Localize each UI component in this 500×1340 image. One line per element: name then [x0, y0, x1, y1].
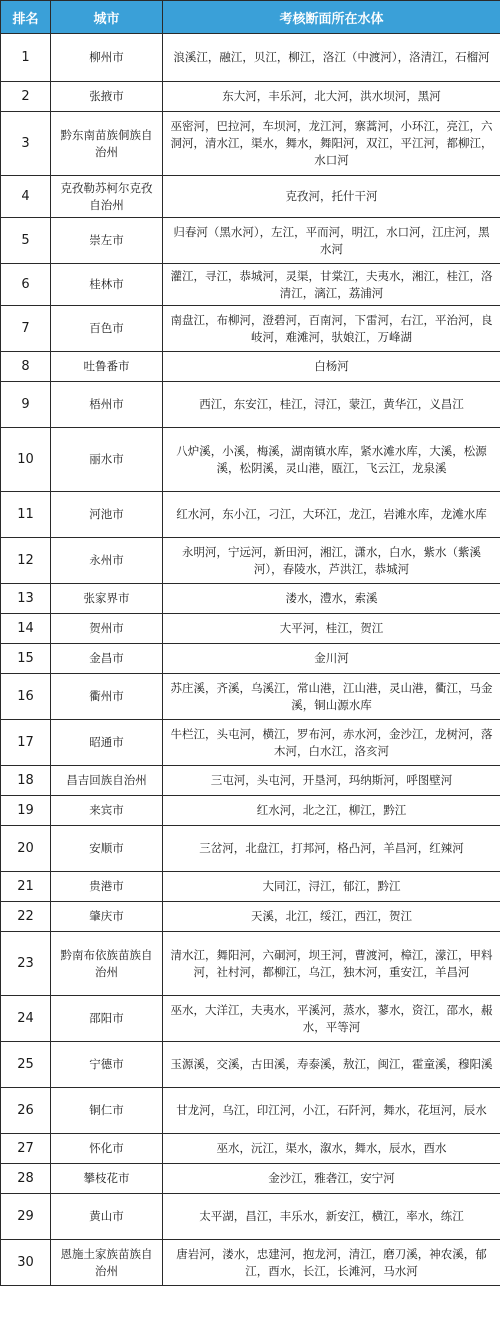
- table-row: [1, 796, 500, 826]
- table-row: [1, 720, 500, 766]
- table-row: [1, 902, 500, 932]
- table-row: [1, 1088, 500, 1134]
- rank-cell: 28: [1, 1164, 51, 1194]
- table-row: [1, 1194, 500, 1240]
- table-row: [1, 428, 500, 492]
- water-bodies-cell: 甘龙河，乌江，印江河，小江，石阡河，舞水，花垣河，辰水: [163, 1088, 500, 1134]
- table-row: [1, 872, 500, 902]
- city-cell: 昭通市: [51, 720, 163, 766]
- city-cell: 贵港市: [51, 872, 163, 902]
- rank-cell: 13: [1, 584, 51, 614]
- table-row: [1, 264, 500, 306]
- water-bodies-cell: 大平河，桂江，贺江: [163, 614, 500, 644]
- city-cell: 铜仁市: [51, 1088, 163, 1134]
- rank-cell: 22: [1, 902, 51, 932]
- table-row: [1, 306, 500, 352]
- water-bodies-cell: 巫水，大洋江，夫夷水，平溪河，蒸水，蓼水，资江，邵水，赧水，平等河: [163, 996, 500, 1042]
- city-cell: 梧州市: [51, 382, 163, 428]
- city-cell: 崇左市: [51, 218, 163, 264]
- water-bodies-cell: 大同江，浔江，郁江，黔江: [163, 872, 500, 902]
- rank-cell: 17: [1, 720, 51, 766]
- table-row: [1, 1134, 500, 1164]
- table-row: [1, 1240, 500, 1286]
- table-row: [1, 352, 500, 382]
- water-bodies-cell: 归春河（黑水河），左江，平而河，明江，水口河，江庄河，黑水河: [163, 218, 500, 264]
- city-cell: 衢州市: [51, 674, 163, 720]
- table-row: [1, 382, 500, 428]
- rank-cell: 14: [1, 614, 51, 644]
- city-cell: 克孜勒苏柯尔克孜自治州: [51, 176, 163, 218]
- table-row: [1, 112, 500, 176]
- water-bodies-cell: 三屯河，头屯河，开垦河，玛纳斯河，呼图壁河: [163, 766, 500, 796]
- city-cell: 邵阳市: [51, 996, 163, 1042]
- rank-cell: 25: [1, 1042, 51, 1088]
- city-cell: 贺州市: [51, 614, 163, 644]
- water-bodies-cell: 红水河，东小江，刁江，大环江，龙江，岩滩水库，龙滩水库: [163, 492, 500, 538]
- city-cell: 宁德市: [51, 1042, 163, 1088]
- rank-cell: 19: [1, 796, 51, 826]
- city-cell: 永州市: [51, 538, 163, 584]
- table-row: [1, 996, 500, 1042]
- city-cell: 百色市: [51, 306, 163, 352]
- rank-cell: 11: [1, 492, 51, 538]
- city-cell: 攀枝花市: [51, 1164, 163, 1194]
- water-bodies-cell: 巫密河，巴拉河，车坝河，龙江河，寨蒿河，小环江，亮江，六洞河，清水江，渠水，舞水，舞阳河，双江，平江河，都柳江，水口河: [163, 112, 500, 176]
- city-cell: 怀化市: [51, 1134, 163, 1164]
- header-rank: 排名: [1, 1, 51, 34]
- rank-cell: 7: [1, 306, 51, 352]
- header-water: 考核断面所在水体: [163, 1, 500, 34]
- city-cell: 肇庆市: [51, 902, 163, 932]
- table-row: [1, 1042, 500, 1088]
- water-bodies-cell: 东大河，丰乐河，北大河，洪水坝河，黑河: [163, 82, 500, 112]
- city-cell: 黄山市: [51, 1194, 163, 1240]
- rank-cell: 8: [1, 352, 51, 382]
- rank-cell: 6: [1, 264, 51, 306]
- rank-cell: 23: [1, 932, 51, 996]
- water-bodies-cell: 永明河，宁远河，新田河，湘江，潇水，白水，紫水（紫溪河），春陵水，芦洪江，恭城河: [163, 538, 500, 584]
- rank-cell: 3: [1, 112, 51, 176]
- table-row: [1, 176, 500, 218]
- city-cell: 吐鲁番市: [51, 352, 163, 382]
- water-bodies-cell: 天溪，北江，绥江，西江，贺江: [163, 902, 500, 932]
- rank-cell: 18: [1, 766, 51, 796]
- water-bodies-cell: 溇水，澧水，索溪: [163, 584, 500, 614]
- rank-cell: 29: [1, 1194, 51, 1240]
- water-bodies-cell: 玉源溪，交溪，古田溪，寿泰溪，敖江，闽江，霍童溪，穆阳溪: [163, 1042, 500, 1088]
- city-cell: 来宾市: [51, 796, 163, 826]
- table-row: [1, 766, 500, 796]
- rank-cell: 9: [1, 382, 51, 428]
- rank-cell: 4: [1, 176, 51, 218]
- rank-cell: 1: [1, 34, 51, 82]
- table-header-row: [1, 1, 500, 34]
- water-bodies-cell: 三岔河，北盘江，打邦河，格凸河，羊昌河，红辣河: [163, 826, 500, 872]
- water-bodies-cell: 红水河，北之江，柳江，黔江: [163, 796, 500, 826]
- table-row: [1, 218, 500, 264]
- city-cell: 昌吉回族自治州: [51, 766, 163, 796]
- table-row: [1, 34, 500, 82]
- table-row: [1, 1164, 500, 1194]
- city-cell: 恩施土家族苗族自治州: [51, 1240, 163, 1286]
- city-cell: 张掖市: [51, 82, 163, 112]
- water-bodies-cell: 八炉溪，小溪，梅溪，湖南镇水库，紧水滩水库，大溪，松源溪，松阴溪，灵山港，瓯江，飞云江，龙泉溪: [163, 428, 500, 492]
- water-bodies-cell: 南盘江，布柳河，澄碧河，百南河，下雷河，右江，平治河，良岐河，难滩河，驮娘江，万峰湖: [163, 306, 500, 352]
- water-bodies-cell: 唐岩河，溇水，忠建河，抱龙河，清江，磨刀溪，神农溪，郁江，酉水，长江，长滩河，马水河: [163, 1240, 500, 1286]
- rank-cell: 15: [1, 644, 51, 674]
- rank-cell: 30: [1, 1240, 51, 1286]
- water-bodies-cell: 苏庄溪，齐溪，乌溪江，常山港，江山港，灵山港，衢江，马金溪，铜山源水库: [163, 674, 500, 720]
- city-cell: 柳州市: [51, 34, 163, 82]
- table-row: [1, 644, 500, 674]
- water-bodies-cell: 灌江，寻江，恭城河，灵渠，甘棠江，夫夷水，湘江，桂江，洛清江，漓江，荔浦河: [163, 264, 500, 306]
- city-cell: 金昌市: [51, 644, 163, 674]
- table-row: [1, 82, 500, 112]
- table-row: [1, 932, 500, 996]
- rank-cell: 27: [1, 1134, 51, 1164]
- water-bodies-cell: 牛栏江，头屯河，横江，罗布河，赤水河，金沙江，龙树河，落木河，白水江，洛亥河: [163, 720, 500, 766]
- rank-cell: 10: [1, 428, 51, 492]
- rank-cell: 5: [1, 218, 51, 264]
- water-bodies-cell: 金川河: [163, 644, 500, 674]
- water-bodies-cell: 清水江，舞阳河，六硐河，坝王河，曹渡河，樟江，濛江，甲料河，社村河，都柳江，乌江，独木河，重安江，羊昌河: [163, 932, 500, 996]
- city-cell: 黔南布依族苗族自治州: [51, 932, 163, 996]
- water-bodies-cell: 浪溪江，融江，贝江，柳江，洛江（中渡河），洛清江，石榴河: [163, 34, 500, 82]
- table-row: [1, 826, 500, 872]
- city-cell: 丽水市: [51, 428, 163, 492]
- city-cell: 桂林市: [51, 264, 163, 306]
- city-cell: 河池市: [51, 492, 163, 538]
- city-cell: 安顺市: [51, 826, 163, 872]
- city-cell: 黔东南苗族侗族自治州: [51, 112, 163, 176]
- water-bodies-cell: 西江，东安江，桂江，浔江，蒙江，黄华江，义昌江: [163, 382, 500, 428]
- table-row: [1, 674, 500, 720]
- table-row: [1, 538, 500, 584]
- water-bodies-cell: 巫水，沅江，渠水，溆水，舞水，辰水，酉水: [163, 1134, 500, 1164]
- rank-cell: 26: [1, 1088, 51, 1134]
- water-bodies-cell: 金沙江，雅砻江，安宁河: [163, 1164, 500, 1194]
- table-row: [1, 584, 500, 614]
- header-city: 城市: [51, 1, 163, 34]
- rank-cell: 21: [1, 872, 51, 902]
- water-bodies-cell: 克孜河，托什干河: [163, 176, 500, 218]
- table-row: [1, 492, 500, 538]
- table-row: [1, 614, 500, 644]
- water-bodies-cell: 太平湖，昌江，丰乐水，新安江，横江，率水，练江: [163, 1194, 500, 1240]
- rank-cell: 24: [1, 996, 51, 1042]
- rank-cell: 16: [1, 674, 51, 720]
- rank-cell: 20: [1, 826, 51, 872]
- water-bodies-cell: 白杨河: [163, 352, 500, 382]
- rank-cell: 12: [1, 538, 51, 584]
- city-cell: 张家界市: [51, 584, 163, 614]
- rank-cell: 2: [1, 82, 51, 112]
